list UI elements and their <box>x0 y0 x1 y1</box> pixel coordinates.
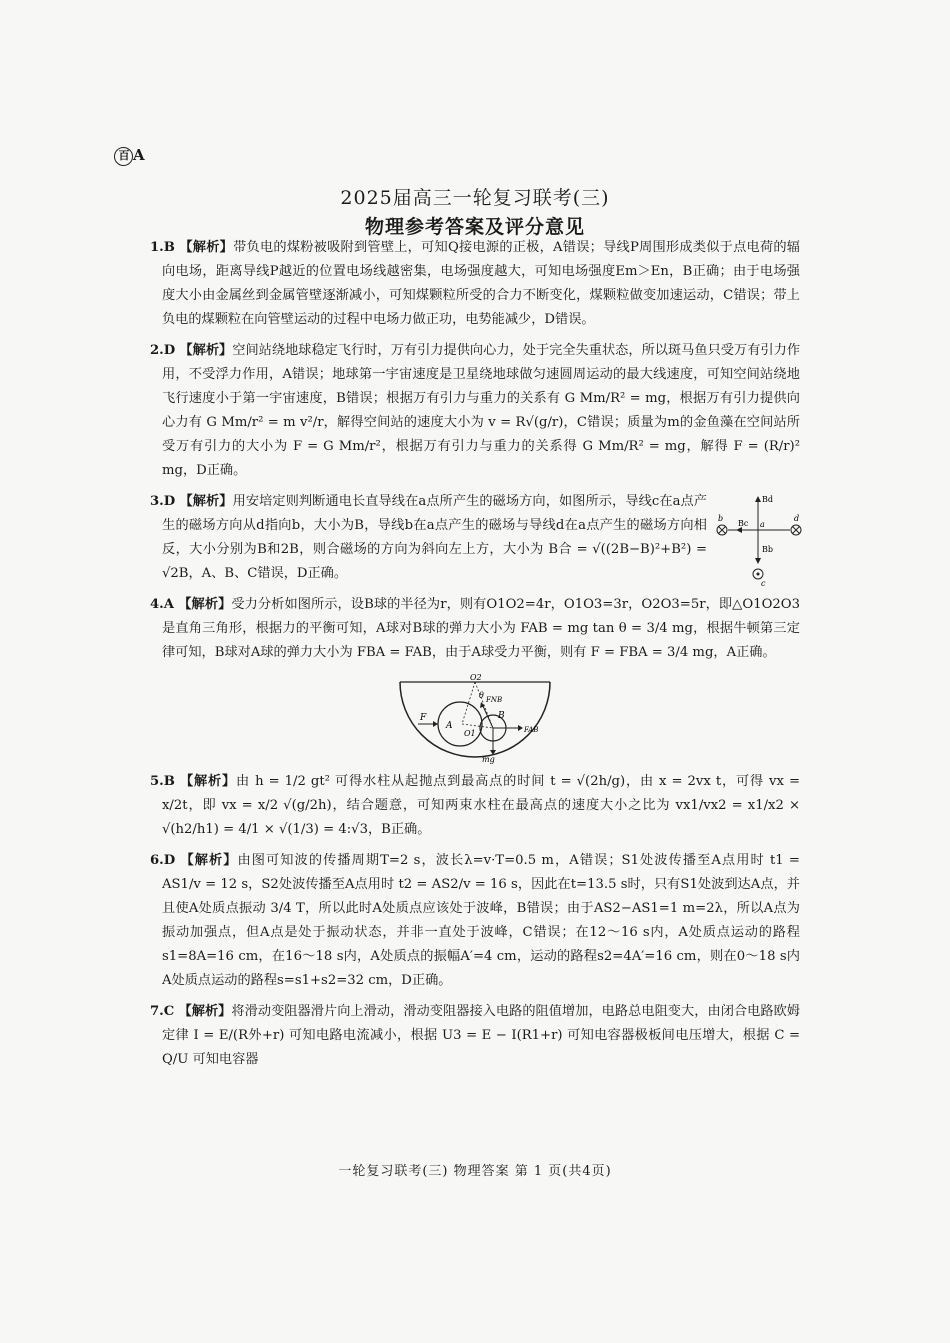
label-bd: Bd <box>762 495 773 504</box>
label-d: d <box>794 514 800 523</box>
label-o1: O1 <box>464 729 476 738</box>
answer-text: 用安培定则判断通电长直导线在a点所产生的磁场方向，如图所示，导线c在a点产生的磁场方向从d指向b，大小为B，导线b在a点产生的磁场与导线d在a点产生的磁场方向相反，大小分别为B和2B，则合磁场的方向为斜向左上方，大小为 B合 = √((2B−B)²+B²) = √2B，A、B、C错误，D正确。 <box>162 494 707 581</box>
magnetic-field-diagram <box>710 490 806 590</box>
label-fnb: FNB <box>486 696 503 704</box>
label-a: a <box>760 520 765 529</box>
label-f: F <box>420 713 427 723</box>
answer-subtitle: 物理参考答案及评分意见 <box>364 216 585 238</box>
answer-item-7: 7.C 【解析】将滑动变阻器滑片向上滑动，滑动变阻器接入电路的阻值增加，电路总电阻变大，由闭合电路欧姆定律 I = E/(R外+r) 可知电路电流减小，根据 U3 = E − I(R1+r) 可知电容器极板间电压增大，根据 C = Q/U 可知电容器 <box>150 1004 801 1067</box>
answer-item-3: 3.D 【解析】用安培定则判断通电长直导线在a点所产生的磁场方向，如图所示，导线c在a点产生的磁场方向从d指向b，大小为B，导线b在a点产生的磁场与导线d在a点产生的磁场方向相反，大小分别为B和2B，则合磁场的方向为斜向左上方，大小为 B合 = √((2B−B)²+B²) = √2B，A、B、C错误，D正确。 Bd Bb Bc a b c d <box>150 490 800 586</box>
answer-text: 空间站绕地球稳定飞行时，万有引力提供向心力，处于完全失重状态，所以斑马鱼只受万有引力作用，不受浮力作用，A错误；地球第一宇宙速度是卫星绕地球做匀速圆周运动的最大线速度，可知空间站绕地飞行速度小于第一宇宙速度，B错误；根据万有引力与重力的关系有 G Mm/R² = mg，根据万有引力提供向心力有 G Mm/r² = m v²/r，解得空间站的速度大小为 v = R√(g/r)，C错误；质量为m的金鱼藻在空间站所受万有引力的大小为 F = G Mm/r²，根据万有引力与重力的关系得 G Mm/R² = mg，解得 F = (R/r)² mg，D正确。 <box>162 343 801 478</box>
answer-text: 由 h = 1/2 gt² 可得水柱从起抛点到最高点的时间 t = √(2h/g)，由 x = 2vx t，可得 vx = x/2t，即 vx = x/2 √(g/2h)，结合题意，可知两束水柱在最高点的速度大小之比为 vx1/vx2 = x1/x2 × √(h2/h1) = 4/1 × √(1/3) = 4:√3，B正确。 <box>162 774 800 837</box>
edition-badge <box>114 146 144 166</box>
answer-text: 由图可知波的传播周期T=2 s，波长λ=v·T=0.5 m，A错误；S1处波传播至A点用时 t1 = AS1/v = 12 s，S2处波传播至A点用时 t2 = AS2/v = 16 s，因此在t=13.5 s时，只有S1处波到达A点，并且使A处质点振动 3/4 T，所以此时A处质点应该处于波峰，B错误；由于AS2−AS1=1 m=2λ，所以A点为振动加强点，但A点是处于振动状态，并非一直处于波峰，C错误；在12～16 s内，A处质点运动的路程s1=8A=16 cm，在16～18 s内，A处质点的振幅A′=4 cm，运动的路程s2=4A′=16 cm，则在0～18 s内A处质点运动的路程s=s1+s2=32 cm，D正确。 <box>162 853 800 988</box>
answer-item-5: 5.B 【解析】由 h = 1/2 gt² 可得水柱从起抛点到最高点的时间 t = √(2h/g)，由 x = 2vx t，可得 vx = x/2t，即 vx = x/2 √(g/2h)，结合题意，可知两束水柱在最高点的速度大小之比为 vx1/vx2 = x1/x2 × √(h2/h1) = 4/1 × √(1/3) = 4:√3，B正确。 <box>150 774 800 837</box>
answer-item-1: 1.B 【解析】带负电的煤粉被吸附到管壁上，可知Q接电源的正极，A错误；导线P周围形成类似于点电荷的辐向电场，距离导线P越近的位置电场线越密集，电场强度越大，可知电场强度Em＞En，B正确；由于电场强度大小由金属丝到金属管壁逐渐减小，可知煤颗粒所受的合力不断变化，煤颗粒做变加速运动，C错误；带上负电的煤颗粒在向管壁运动的过程中电场力做正功，电势能减少，D错误。 <box>150 240 800 327</box>
label-a: A <box>446 721 453 731</box>
label-bb: Bb <box>762 545 773 554</box>
answer-text: 带负电的煤粉被吸附到管壁上，可知Q接电源的正极，A错误；导线P周围形成类似于点电荷的辐向电场，距离导线P越近的位置电场线越密集，电场强度越大，可知电场强度Em＞En，B正确；由于电场强度大小由金属丝到金属管壁逐渐减小，可知煤颗粒所受的合力不断变化，煤颗粒做变加速运动，C错误；带上负电的煤颗粒在向管壁运动的过程中电场力做正功，电势能减少，D错误。 <box>162 240 800 327</box>
badge-mark: 百 <box>114 147 133 166</box>
label-fab: FAB <box>524 726 539 734</box>
page-footer: 一轮复习联考(三) 物理答案 第 1 页(共4页) <box>338 1164 612 1179</box>
exam-title: 2025届高三一轮复习联考(三) <box>340 187 610 209</box>
answer-item-2: 2.D 【解析】空间站绕地球稳定飞行时，万有引力提供向心力，处于完全失重状态，所以斑马鱼只受万有引力作用，不受浮力作用，A错误；地球第一宇宙速度是卫星绕地球做匀速圆周运动的最大线速度，可知空间站绕地飞行速度小于第一宇宙速度，B错误；根据万有引力与重力的关系有 G Mm/R² = mg，根据万有引力提供向心力有 G Mm/r² = m v²/r，解得空间站的速度大小为 v = R√(g/r)，C错误；质量为m的金鱼藻在空间站所受万有引力的大小为 F = G Mm/r²，根据万有引力与重力的关系得 G Mm/R² = mg，解得 F = (R/r)² mg，D正确。 <box>150 343 801 478</box>
label-o2: O2 <box>470 673 482 682</box>
force-analysis-diagram <box>390 672 560 764</box>
label-mg: mg <box>482 755 495 764</box>
answer-text: 将滑动变阻器滑片向上滑动，滑动变阻器接入电路的阻值增加，电路总电阻变大，由闭合电路欧姆定律 I = E/(R外+r) 可知电路电流减小，根据 U3 = E − I(R1+r) 可知电容器极板间电压增大，根据 C = Q/U 可知电容器 <box>162 1004 801 1067</box>
label-theta: θ <box>479 691 484 700</box>
label-c: c <box>761 579 766 588</box>
answer-text: 受力分析如图所示，设B球的半径为r，则有O1O2=4r，O1O3=3r，O2O3=5r，即△O1O2O3是直角三角形，根据力的平衡可知，A球对B球的弹力大小为 FAB = mg tan θ = 3/4 mg，根据牛顿第三定律可知，B球对A球的弹力大小为 FBA = FAB，由于A球受力平衡，则有 F = FBA = 3/4 mg，A正确。 <box>162 597 801 660</box>
force-diagram-wrapper <box>150 672 800 764</box>
answer-item-4: 4.A 【解析】受力分析如图所示，设B球的半径为r，则有O1O2=4r，O1O3=3r，O2O3=5r，即△O1O2O3是直角三角形，根据力的平衡可知，A球对B球的弹力大小为 FAB = mg tan θ = 3/4 mg，根据牛顿第三定律可知，B球对A球的弹力大小为 FBA = FAB，由于A球受力平衡，则有 F = FBA = 3/4 mg，A正确。 <box>150 597 801 660</box>
label-bc: Bc <box>738 519 749 528</box>
badge-letter: A <box>133 146 144 164</box>
answer-body <box>150 236 800 1079</box>
label-b: B <box>498 711 505 721</box>
label-b: b <box>718 514 724 523</box>
answer-item-6: 6.D 【解析】由图可知波的传播周期T=2 s，波长λ=v·T=0.5 m，A错误；S1处波传播至A点用时 t1 = AS1/v = 12 s，S2处波传播至A点用时 t2 = AS2/v = 16 s，因此在t=13.5 s时，只有S1处波到达A点，并且使A处质点振动 3/4 T，所以此时A处质点应该处于波峰，B错误；由于AS2−AS1=1 m=2λ，所以A点为振动加强点，但A点是处于振动状态，并非一直处于波峰，C错误；在12～16 s内，A处质点运动的路程s1=8A=16 cm，在16～18 s内，A处质点的振幅A′=4 cm，运动的路程s2=4A′=16 cm，则在0～18 s内A处质点运动的路程s=s1+s2=32 cm，D正确。 <box>150 853 800 988</box>
